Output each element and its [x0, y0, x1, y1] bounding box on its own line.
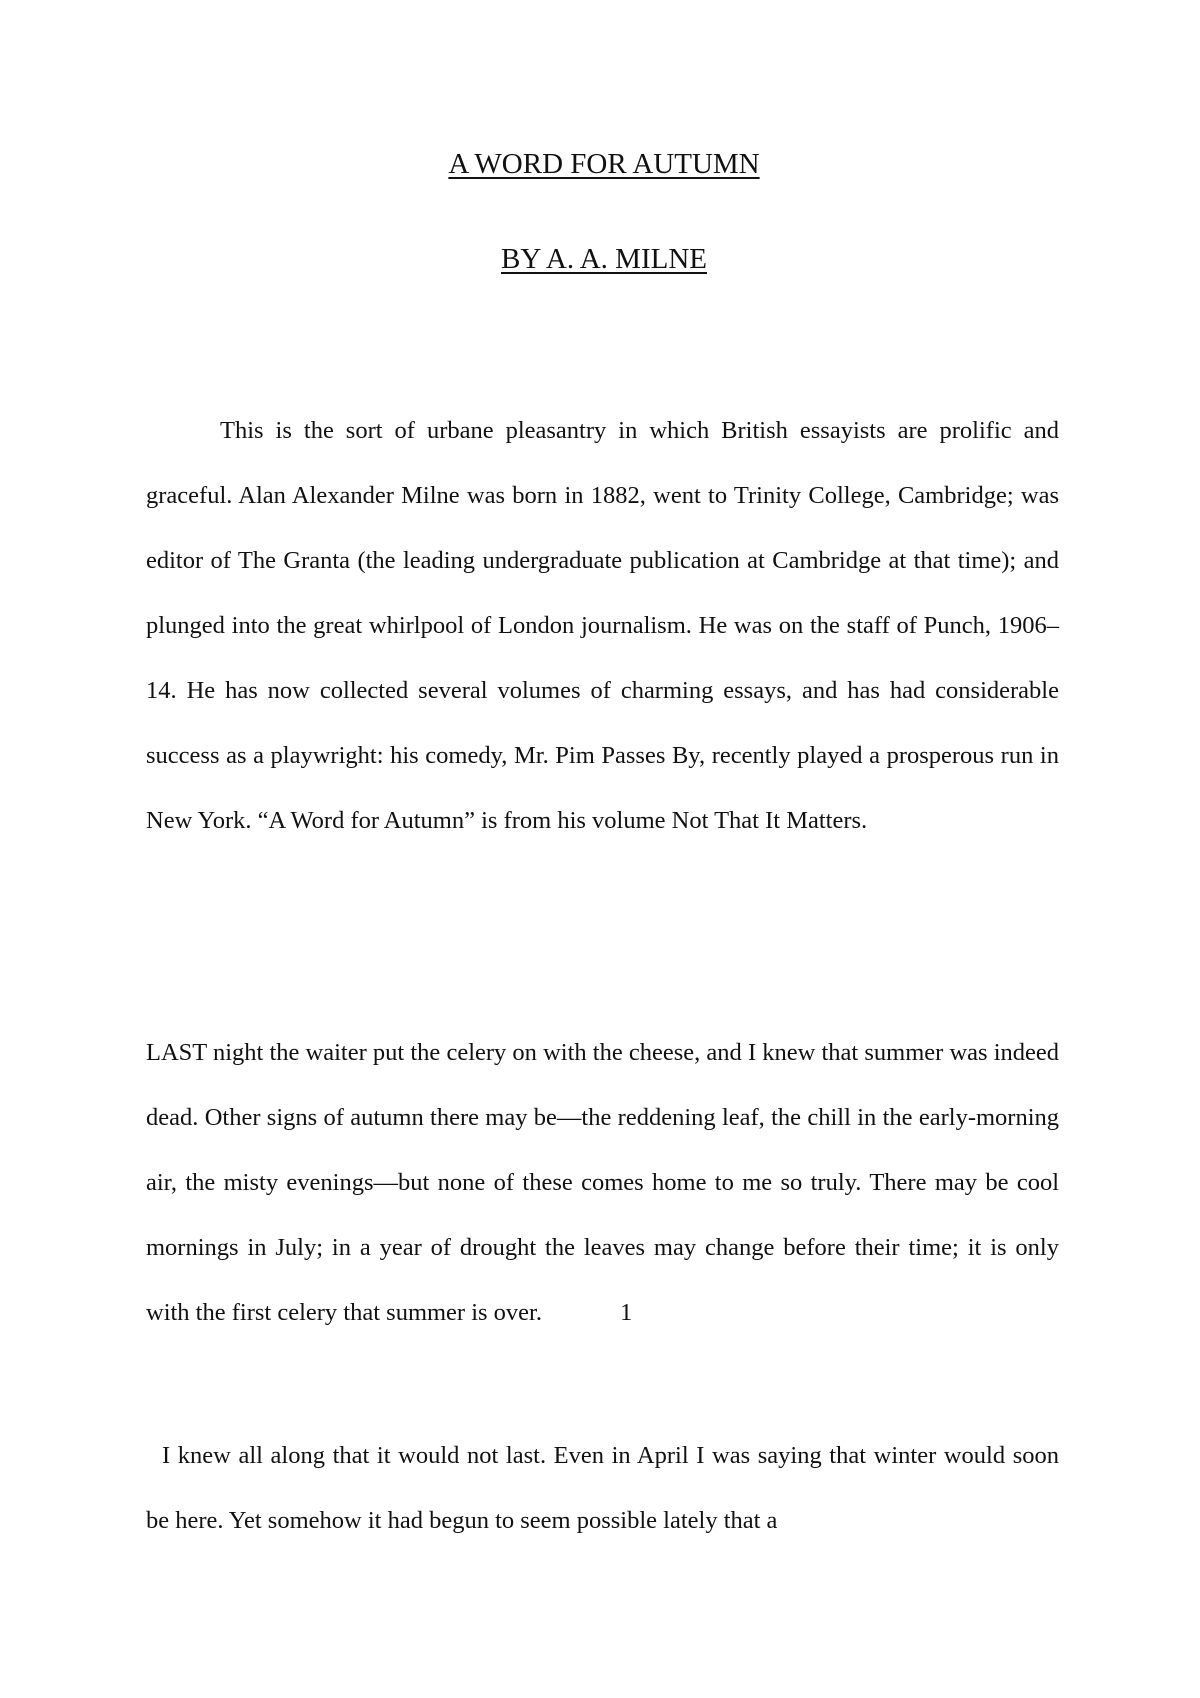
document-byline: BY A. A. MILNE — [501, 243, 707, 275]
body-paragraph-1 — [146, 1020, 1059, 1345]
document-title: A WORD FOR AUTUMN — [448, 148, 760, 180]
body-paragraph-1-text: LAST night the waiter put the celery on with the cheese, and I knew that summer was indeed dead. Other signs of autumn there may be—the reddening leaf, the chill in the early-morning air, the misty evenings—but none of these comes home to me so truly. There may be cool mornings in July; in a year of drought the leaves may change before their time; it is only with the first celery that summer is over. — [146, 1039, 1059, 1326]
intro-paragraph: This is the sort of urbane pleasantry in which British essayists are prolific and graceful. Alan Alexander Milne was born in 1882, went to Trinity College, Cambridge; was editor of The Granta (the leading undergraduate publication at Cambridge at that time); and plunged into the great whirlpool of London journalism. He was on the staff of Punch, 1906–14. He has now collected several volumes of charming essays, and has had considerable success as a playwright: his comedy, Mr. Pim Passes By, recently played a prosperous run in New York. “A Word for Autumn” is from his volume Not That It Matters. — [146, 417, 1059, 834]
footnote-marker: 1 — [619, 1299, 633, 1326]
body-paragraph-2: I knew all along that it would not last. Even in April I was saying that winter would soon be here. Yet somehow it had begun to seem possible lately that a — [146, 1442, 1059, 1534]
